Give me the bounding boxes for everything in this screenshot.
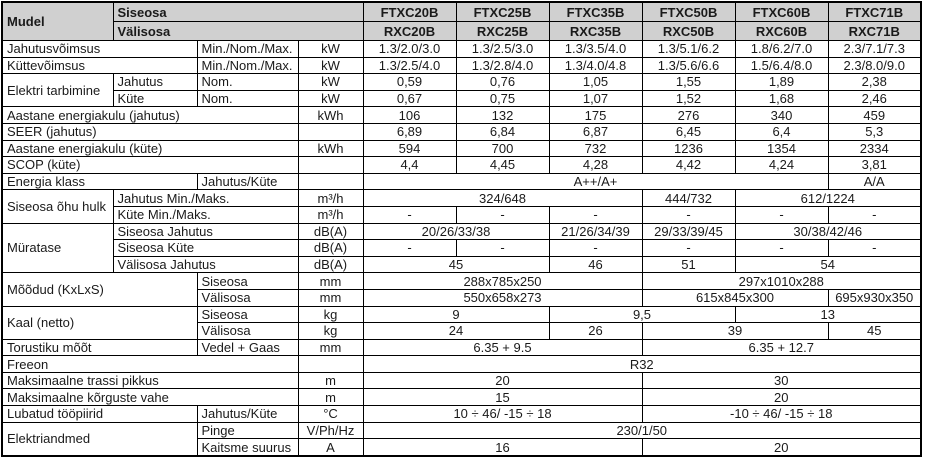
table-row (2, 57, 921, 74)
header-label-cell: Siseosa (113, 2, 363, 22)
header-label-cell: Mudel (2, 2, 113, 41)
row-label-cell: Kaitsme suurus (197, 439, 298, 456)
value-cell: 1.3/4.0/4.8 (549, 57, 642, 74)
value-cell: 3,81 (828, 157, 921, 174)
value-cell: 9 (363, 306, 549, 323)
value-cell: 6,89 (363, 123, 456, 140)
unit-cell: dB(A) (298, 223, 363, 240)
unit-cell: kW (298, 74, 363, 91)
row-label-cell: Maksimaalne kõrguste vahe (2, 389, 298, 406)
value-cell: 1.3/5.6/6.6 (642, 57, 735, 74)
unit-cell: A (298, 439, 363, 456)
value-cell: 1.3/2.0/3.0 (363, 41, 456, 58)
value-cell: 612/1224 (735, 190, 921, 207)
value-cell: 1.5/6.4/8.0 (735, 57, 828, 74)
table-row (2, 2, 921, 22)
unit-cell: m (298, 389, 363, 406)
value-cell: - (456, 206, 549, 223)
value-cell: 2,46 (828, 90, 921, 107)
model-header-cell: FTXC20B (363, 2, 456, 22)
unit-cell: kg (298, 306, 363, 323)
value-cell: 1.3/2.5/4.0 (363, 57, 456, 74)
value-cell: 132 (456, 107, 549, 124)
row-label-cell: Vedel + Gaas (197, 339, 298, 356)
value-cell: 1,05 (549, 74, 642, 91)
row-label-cell: Elektriandmed (2, 422, 197, 456)
value-cell: 324/648 (363, 190, 642, 207)
unit-cell: m³/h (298, 190, 363, 207)
unit-cell: kWh (298, 107, 363, 124)
value-cell: 340 (735, 107, 828, 124)
table-row (2, 157, 921, 174)
value-cell: 1354 (735, 140, 828, 157)
table-row (2, 107, 921, 124)
value-cell: 54 (735, 256, 921, 273)
row-label-cell: Siseosa õhu hulk (2, 190, 113, 223)
row-label-cell: Siseosa (197, 273, 298, 290)
value-cell: 2.3/7.1/7.3 (828, 41, 921, 58)
unit-cell: kW (298, 57, 363, 74)
value-cell: 1.3/3.5/4.0 (549, 41, 642, 58)
table-row (2, 356, 921, 373)
value-cell: 6,45 (642, 123, 735, 140)
row-label-cell: Nom. (197, 90, 298, 107)
model-header-cell: RXC35B (549, 22, 642, 41)
row-label-cell: Min./Nom./Max. (197, 41, 298, 58)
row-label-cell: Küte (113, 90, 197, 107)
unit-cell: kW (298, 41, 363, 58)
value-cell: 20 (642, 389, 921, 406)
row-label-cell: Freeon (2, 356, 298, 373)
row-label-cell: Lubatud tööpiirid (2, 406, 197, 423)
value-cell: 9,5 (549, 306, 735, 323)
model-header-cell: FTXC71B (828, 2, 921, 22)
unit-cell: m (298, 372, 363, 389)
value-cell: 1.8/6.2/7.0 (735, 41, 828, 58)
row-label-cell: Jahutus/Küte (197, 173, 298, 190)
unit-cell: mm (298, 339, 363, 356)
value-cell: 20 (363, 372, 642, 389)
table-row (2, 223, 921, 240)
row-label-cell: Aastane energiakulu (jahutus) (2, 107, 298, 124)
row-label-cell: Maksimaalne trassi pikkus (2, 372, 298, 389)
value-cell: 1,55 (642, 74, 735, 91)
row-label-cell: Müratase (2, 223, 113, 273)
header-label-cell: Välisosa (113, 22, 363, 41)
unit-cell: kg (298, 323, 363, 340)
table-row (2, 406, 921, 423)
unit-cell: dB(A) (298, 256, 363, 273)
value-cell: 39 (642, 323, 828, 340)
row-label-cell: SCOP (küte) (2, 157, 298, 174)
value-cell: A++/A+ (363, 173, 828, 190)
table-row (2, 41, 921, 58)
value-cell: 106 (363, 107, 456, 124)
value-cell: 4,42 (642, 157, 735, 174)
row-label-cell: Torustiku mõõt (2, 339, 197, 356)
table-row (2, 339, 921, 356)
row-label-cell: Kaal (netto) (2, 306, 197, 339)
table-row (2, 74, 921, 91)
model-header-cell: FTXC35B (549, 2, 642, 22)
value-cell: 700 (456, 140, 549, 157)
spec-table (1, 1, 922, 457)
value-cell: - (549, 206, 642, 223)
row-label-cell: Min./Nom./Max. (197, 57, 298, 74)
value-cell: 4,45 (456, 157, 549, 174)
table-row (2, 273, 921, 290)
value-cell: - (642, 240, 735, 257)
row-label-cell: SEER (jahutus) (2, 123, 298, 140)
value-cell: 276 (642, 107, 735, 124)
table-row (2, 206, 921, 223)
table-row (2, 90, 921, 107)
model-header-cell: RXC20B (363, 22, 456, 41)
model-header-cell: FTXC50B (642, 2, 735, 22)
unit-cell (298, 157, 363, 174)
table-row (2, 389, 921, 406)
value-cell: 2,38 (828, 74, 921, 91)
value-cell: 175 (549, 107, 642, 124)
value-cell: 29/33/39/45 (642, 223, 735, 240)
value-cell: 6,4 (735, 123, 828, 140)
value-cell: 1.3/2.8/4.0 (456, 57, 549, 74)
value-cell: 4,24 (735, 157, 828, 174)
table-row (2, 140, 921, 157)
row-label-cell: Mõõdud (KxLxS) (2, 273, 197, 306)
row-label-cell: Küte Min./Maks. (113, 206, 298, 223)
value-cell: - (363, 206, 456, 223)
value-cell: 288x785x250 (363, 273, 642, 290)
row-label-cell: Siseosa Küte (113, 240, 298, 257)
unit-cell: kWh (298, 140, 363, 157)
value-cell: - (549, 240, 642, 257)
table-row (2, 306, 921, 323)
table-row (2, 22, 921, 41)
value-cell: - (735, 206, 828, 223)
value-cell: - (642, 206, 735, 223)
value-cell: A/A (828, 173, 921, 190)
value-cell: 1,52 (642, 90, 735, 107)
model-header-cell: RXC25B (456, 22, 549, 41)
table-row (2, 240, 921, 257)
value-cell: 10 ÷ 46/ -15 ÷ 18 (363, 406, 642, 423)
unit-cell (298, 356, 363, 373)
value-cell: 13 (735, 306, 921, 323)
value-cell: 444/732 (642, 190, 735, 207)
row-label-cell: Nom. (197, 74, 298, 91)
row-label-cell: Jahutus/Küte (197, 406, 298, 423)
value-cell: 21/26/34/39 (549, 223, 642, 240)
value-cell: -10 ÷ 46/ -15 ÷ 18 (642, 406, 921, 423)
value-cell: - (828, 240, 921, 257)
unit-cell: V/Ph/Hz (298, 422, 363, 439)
value-cell: 1236 (642, 140, 735, 157)
unit-cell: kW (298, 90, 363, 107)
row-label-cell: Elektri tarbimine (2, 74, 113, 107)
value-cell: R32 (363, 356, 921, 373)
value-cell: 1,07 (549, 90, 642, 107)
value-cell: 0,67 (363, 90, 456, 107)
value-cell: 732 (549, 140, 642, 157)
row-label-cell: Küttevõimsus (2, 57, 197, 74)
value-cell: - (828, 206, 921, 223)
row-label-cell: Jahutus (113, 74, 197, 91)
value-cell: 15 (363, 389, 642, 406)
value-cell: 30/38/42/46 (735, 223, 921, 240)
value-cell: 51 (642, 256, 735, 273)
table-row (2, 190, 921, 207)
value-cell: 30 (642, 372, 921, 389)
model-header-cell: FTXC25B (456, 2, 549, 22)
unit-cell: mm (298, 273, 363, 290)
value-cell: 230/1/50 (363, 422, 921, 439)
value-cell: 6.35 + 9.5 (363, 339, 642, 356)
row-label-cell: Siseosa Jahutus (113, 223, 298, 240)
row-label-cell: Siseosa (197, 306, 298, 323)
value-cell: 1.3/2.5/3.0 (456, 41, 549, 58)
table-row (2, 123, 921, 140)
table-row (2, 372, 921, 389)
unit-cell (298, 123, 363, 140)
unit-cell (298, 173, 363, 190)
value-cell: - (363, 240, 456, 257)
value-cell: 615x845x300 (642, 289, 828, 306)
value-cell: 4,28 (549, 157, 642, 174)
value-cell: 45 (363, 256, 549, 273)
row-label-cell: Aastane energiakulu (küte) (2, 140, 298, 157)
value-cell: 0,59 (363, 74, 456, 91)
value-cell: 5,3 (828, 123, 921, 140)
row-label-cell: Välisosa Jahutus (113, 256, 298, 273)
value-cell: 24 (363, 323, 549, 340)
value-cell: 297x1010x288 (642, 273, 921, 290)
model-header-cell: RXC60B (735, 22, 828, 41)
value-cell: 16 (363, 439, 642, 456)
unit-cell: dB(A) (298, 240, 363, 257)
value-cell: 1.3/5.1/6.2 (642, 41, 735, 58)
row-label-cell: Jahutus Min./Maks. (113, 190, 298, 207)
value-cell: - (456, 240, 549, 257)
value-cell: 0,76 (456, 74, 549, 91)
value-cell: 695x930x350 (828, 289, 921, 306)
row-label-cell: Pinge (197, 422, 298, 439)
unit-cell: mm (298, 289, 363, 306)
row-label-cell: Välisosa (197, 323, 298, 340)
value-cell: 46 (549, 256, 642, 273)
value-cell: 6,84 (456, 123, 549, 140)
value-cell: 550x658x273 (363, 289, 642, 306)
model-header-cell: RXC50B (642, 22, 735, 41)
row-label-cell: Energia klass (2, 173, 197, 190)
value-cell: 459 (828, 107, 921, 124)
value-cell: 2.3/8.0/9.0 (828, 57, 921, 74)
value-cell: 0,75 (456, 90, 549, 107)
model-header-cell: RXC71B (828, 22, 921, 41)
value-cell: 26 (549, 323, 642, 340)
value-cell: 45 (828, 323, 921, 340)
table-row (2, 256, 921, 273)
unit-cell: m³/h (298, 206, 363, 223)
value-cell: 20/26/33/38 (363, 223, 549, 240)
row-label-cell: Välisosa (197, 289, 298, 306)
value-cell: 594 (363, 140, 456, 157)
value-cell: 4,4 (363, 157, 456, 174)
unit-cell: °C (298, 406, 363, 423)
value-cell: 1,68 (735, 90, 828, 107)
value-cell: 1,89 (735, 74, 828, 91)
value-cell: 20 (642, 439, 921, 456)
table-row (2, 173, 921, 190)
value-cell: 6.35 + 12.7 (642, 339, 921, 356)
row-label-cell: Jahutusvõimsus (2, 41, 197, 58)
table-row (2, 422, 921, 439)
spec-table-body (2, 2, 921, 456)
value-cell: 2334 (828, 140, 921, 157)
model-header-cell: FTXC60B (735, 2, 828, 22)
value-cell: 6,87 (549, 123, 642, 140)
value-cell: - (735, 240, 828, 257)
